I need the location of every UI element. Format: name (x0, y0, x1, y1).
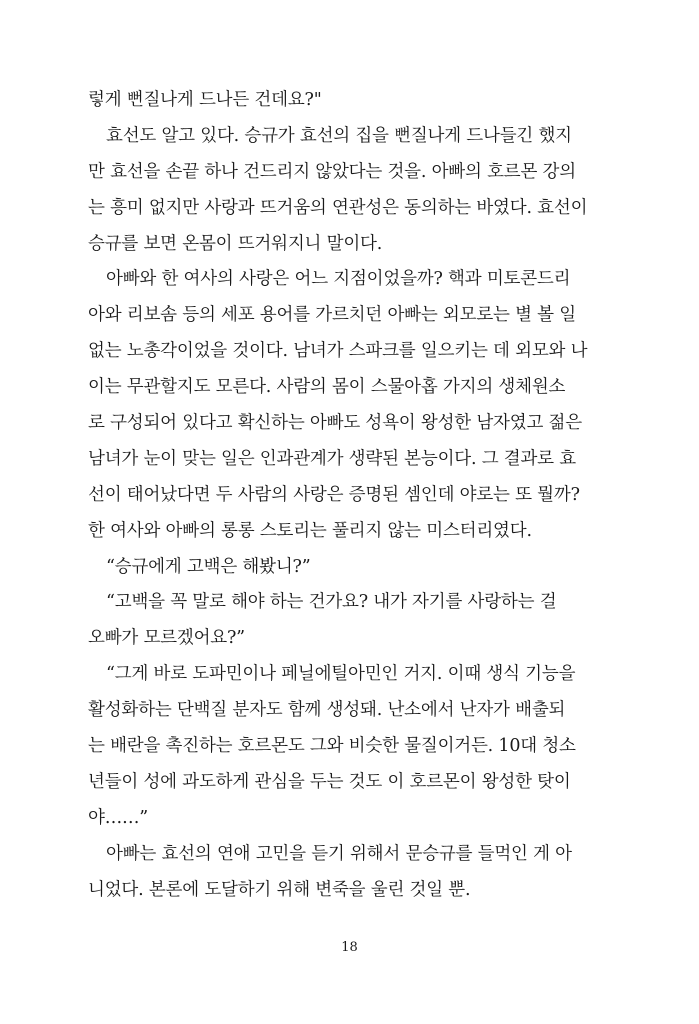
text-line: “그게 바로 도파민이나 페닐에틸아민인 거지. 이때 생식 기능을 (106, 664, 576, 685)
text-line: 니었다. 본론에 도달하기 위해 변죽을 울린 것일 뿐. (88, 879, 471, 900)
text-line: 아빠는 효선의 연애 고민을 듣기 위해서 문승규를 들먹인 게 아 (106, 843, 572, 864)
text-line: 남녀가 눈이 맞는 일은 인과관계가 생략된 본능이다. 그 결과로 효 (88, 448, 576, 469)
body-text (88, 83, 588, 908)
text-line: 없는 노총각이었을 것이다. 남녀가 스파크를 일으키는 데 외모와 나 (88, 341, 588, 362)
text-line: 이는 무관할지도 모른다. 사람의 몸이 스물아홉 가지의 생체원소 (88, 377, 566, 398)
text-line: “승규에게 고백은 해봤니?” (106, 556, 311, 577)
text-line: 는 배란을 촉진하는 호르몬도 그와 비슷한 물질이거든. 10대 청소 (88, 736, 576, 757)
page-number: 18 (341, 940, 358, 955)
text-line: 선이 태어났다면 두 사람의 사랑은 증명된 셈인데 야로는 또 뭘까? (88, 484, 580, 505)
text-line: 아와 리보솜 등의 세포 용어를 가르치던 아빠는 외모로는 별 볼 일 (88, 305, 576, 326)
text-line: 승규를 보면 온몸이 뜨거워지니 말이다. (88, 233, 383, 254)
text-line: 만 효선을 손끝 하나 건드리지 않았다는 것을. 아빠의 호르몬 강의 (88, 161, 576, 182)
text-line: 아빠와 한 여사의 사랑은 어느 지점이었을까? 핵과 미토콘드리 (106, 269, 571, 290)
text-line: 렇게 뻔질나게 드나든 건데요?" (88, 90, 322, 110)
text-line: 야……” (88, 807, 149, 828)
text-line: 한 여사와 아빠의 롱롱 스토리는 풀리지 않는 미스터리였다. (88, 520, 532, 541)
text-line: 오빠가 모르겠어요?” (88, 628, 245, 649)
text-line: 는 흥미 없지만 사랑과 뜨거움의 연관성은 동의하는 바였다. 효선이 (88, 197, 588, 218)
text-line: 활성화하는 단백질 분자도 함께 생성돼. 난소에서 난자가 배출되 (88, 700, 566, 721)
text-line: 효선도 알고 있다. 승규가 효선의 집을 뻔질나게 드나들긴 했지 (106, 125, 572, 146)
text-line: 로 구성되어 있다고 확신하는 아빠도 성욕이 왕성한 남자였고 젊은 (88, 413, 582, 434)
text-line: 년들이 성에 과도하게 관심을 두는 것도 이 호르몬이 왕성한 탓이 (88, 771, 571, 792)
text-line: “고백을 꼭 말로 해야 하는 건가요? 내가 자기를 사랑하는 걸 (106, 592, 557, 613)
